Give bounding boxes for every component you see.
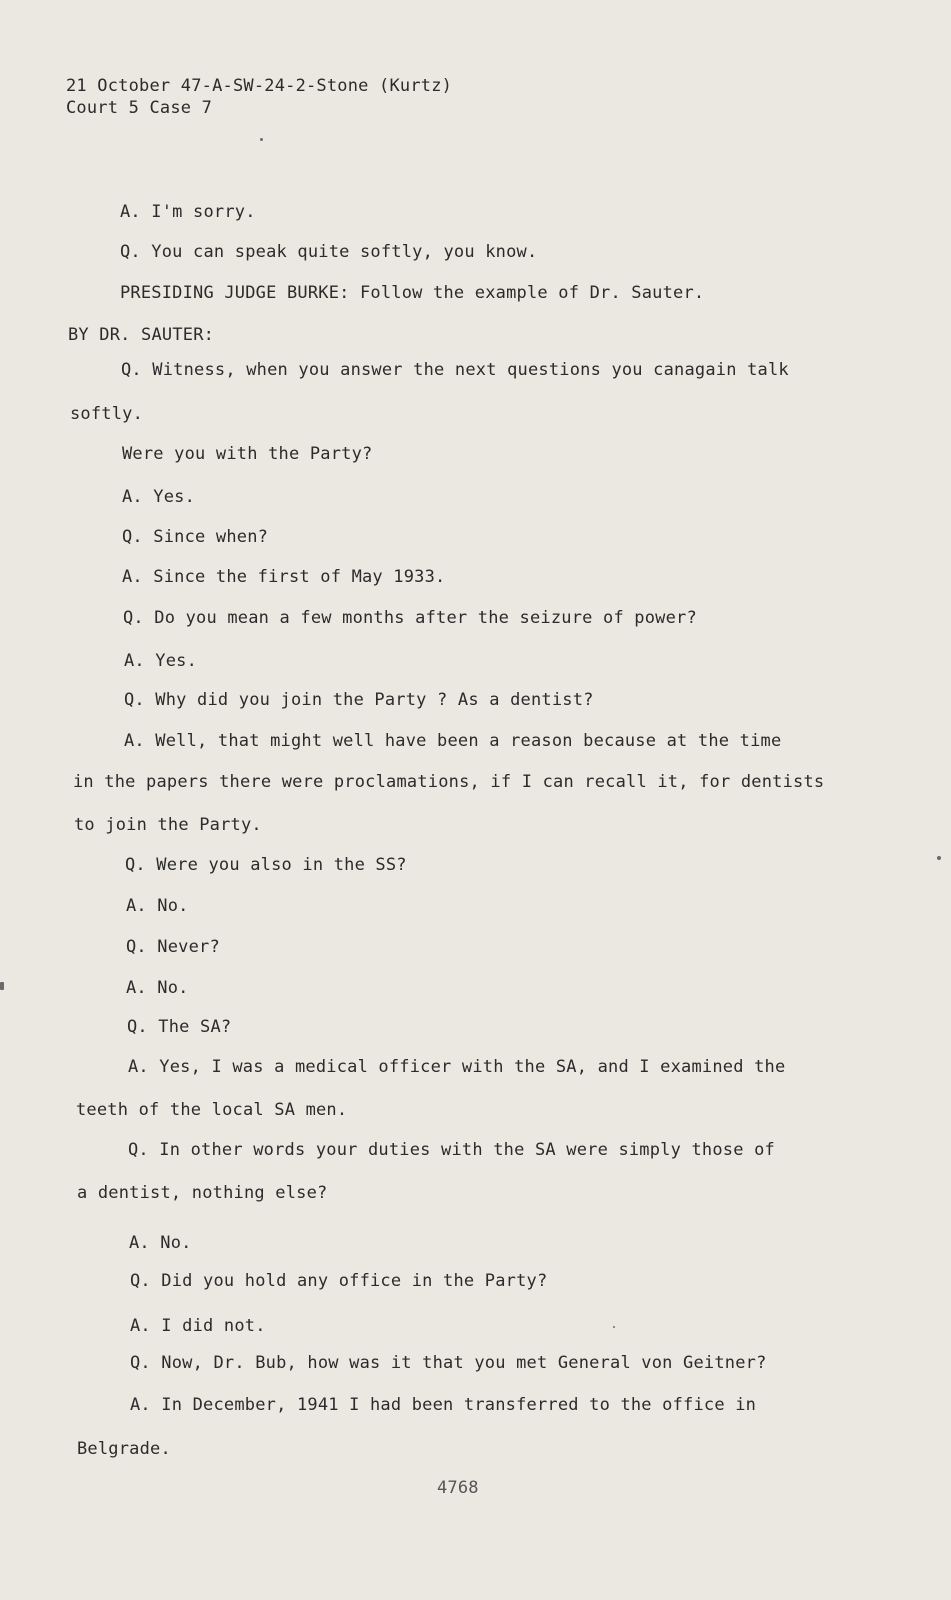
- transcript-line: A. Well, that might well have been a reason because at the time: [124, 731, 782, 751]
- transcript-line: A. I'm sorry.: [120, 202, 256, 222]
- transcript-line: A. Yes.: [122, 487, 196, 507]
- transcript-line: A. Since the first of May 1933.: [122, 567, 446, 587]
- transcript-line: Belgrade.: [77, 1439, 171, 1459]
- transcript-line: A. I did not.: [130, 1316, 266, 1336]
- paper-speck: [613, 1326, 615, 1328]
- transcript-line: Q. Did you hold any office in the Party?: [130, 1271, 548, 1291]
- transcript-line: Q. You can speak quite softly, you know.: [120, 242, 538, 262]
- header-case-line: 21 October 47-A-SW-24-2-Stone (Kurtz): [66, 76, 453, 96]
- transcript-line: A. No.: [126, 896, 189, 916]
- transcript-line: A. Yes.: [124, 651, 198, 671]
- transcript-line: Q. Never?: [126, 937, 220, 957]
- paper-speck: [0, 982, 4, 990]
- transcript-line: A. In December, 1941 I had been transferred to the office in: [130, 1395, 757, 1415]
- paper-speck: [260, 138, 263, 141]
- transcript-line: BY DR. SAUTER:: [68, 325, 215, 345]
- transcript-line: Q. Were you also in the SS?: [125, 855, 407, 875]
- transcript-line: teeth of the local SA men.: [76, 1100, 348, 1120]
- transcript-line: Q. Do you mean a few months after the seizure of power?: [123, 608, 697, 628]
- page-number: 4768: [437, 1478, 479, 1498]
- transcript-line: Q. In other words your duties with the SA were simply those of: [128, 1140, 775, 1160]
- transcript-line: Q. Now, Dr. Bub, how was it that you met General von Geitner?: [130, 1353, 767, 1373]
- transcript-line: Q. Why did you join the Party ? As a dentist?: [124, 690, 594, 710]
- transcript-line: to join the Party.: [74, 815, 262, 835]
- transcript-line: a dentist, nothing else?: [77, 1183, 328, 1203]
- transcript-line: Q. The SA?: [127, 1017, 232, 1037]
- header-court-line: Court 5 Case 7: [66, 98, 213, 118]
- transcript-line: Were you with the Party?: [122, 444, 373, 464]
- transcript-line: in the papers there were proclamations, if I can recall it, for dentists: [73, 772, 825, 792]
- transcript-line: Q. Witness, when you answer the next questions you canagain talk: [121, 360, 789, 380]
- transcript-line: A. Yes, I was a medical officer with the SA, and I examined the: [128, 1057, 786, 1077]
- transcript-line: Q. Since when?: [122, 527, 269, 547]
- transcript-line: A. No.: [129, 1233, 192, 1253]
- transcript-line: PRESIDING JUDGE BURKE: Follow the example of Dr. Sauter.: [120, 283, 705, 303]
- transcript-line: softly.: [70, 404, 144, 424]
- paper-speck: [937, 856, 941, 860]
- transcript-line: A. No.: [126, 978, 189, 998]
